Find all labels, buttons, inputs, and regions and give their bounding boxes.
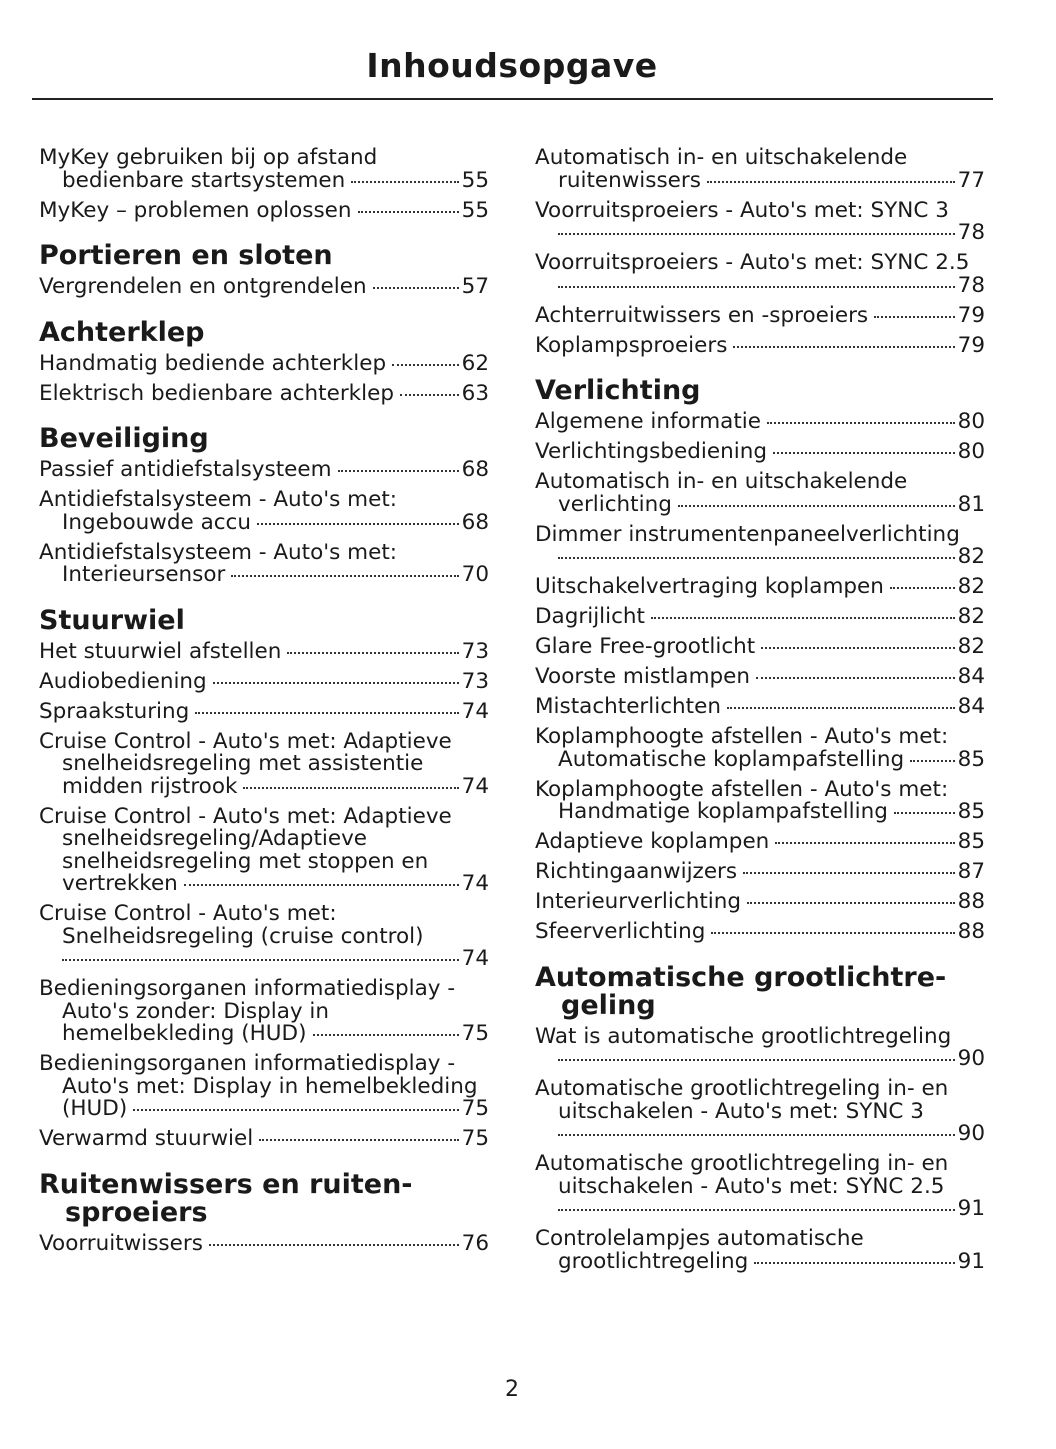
entry-title: Ingebouwde accu <box>62 509 252 535</box>
page-reference: 75 <box>461 1096 489 1121</box>
entry-line: Automatisch in- en uitschakelende <box>535 469 908 494</box>
entry-title: hemelbekleding (HUD) <box>62 1021 307 1046</box>
page-reference: 81 <box>957 491 985 517</box>
dot-leader <box>756 677 955 679</box>
entry-title: bedienbare startsystemen <box>62 167 346 193</box>
dot-leader <box>874 316 955 318</box>
toc-section <box>39 316 489 406</box>
toc-entry[interactable] <box>39 1230 489 1256</box>
entry-line: uitschakelen - Auto's met: SYNC 2.5 <box>558 1173 945 1199</box>
page-reference: 73 <box>461 638 489 664</box>
entry-title: Mistachterlichten <box>535 694 721 719</box>
entry-title: Dagrijlicht <box>535 604 645 629</box>
dot-leader <box>351 181 458 183</box>
entry-title: Voorruitwissers <box>39 1230 203 1256</box>
entry-title: Vergrendelen en ontgrendelen <box>39 274 367 299</box>
page-reference: 87 <box>957 859 985 884</box>
page-reference: 80 <box>957 409 985 434</box>
toc-entry[interactable] <box>535 441 985 464</box>
toc-entry[interactable] <box>39 489 489 534</box>
dot-leader <box>259 1139 458 1141</box>
entry-title: ruitenwissers <box>558 167 701 193</box>
toc-entry[interactable] <box>39 539 489 587</box>
page-reference: 68 <box>461 457 489 482</box>
toc-entry[interactable] <box>535 302 985 328</box>
toc-entry[interactable] <box>39 197 489 223</box>
dot-leader <box>184 884 459 886</box>
entry-title: Elektrisch bedienbare achterklep <box>39 380 394 406</box>
entry-line: Automatische grootlichtregeling in- en <box>535 1151 949 1176</box>
dot-leader <box>775 842 954 844</box>
dot-leader <box>338 470 459 472</box>
toc-entry[interactable] <box>39 350 489 376</box>
toc-entry[interactable] <box>535 1228 985 1273</box>
page-reference: 84 <box>957 664 985 689</box>
entry-title: Sfeerverlichting <box>535 919 706 944</box>
dot-leader <box>558 1209 955 1211</box>
entry-line: Koplamphoogte afstellen - Auto's met: <box>535 724 949 749</box>
entry-title: Algemene informatie <box>535 409 761 434</box>
section-heading: Automatische grootlichtre-geling <box>535 961 947 1021</box>
page-reference: 82 <box>957 574 985 599</box>
toc-entry[interactable] <box>535 861 985 884</box>
entry-title: Automatische koplampafstelling <box>558 746 905 772</box>
entry-line: Dimmer instrumentenpaneelverlichting <box>535 521 960 547</box>
dot-leader <box>558 1059 955 1061</box>
page-reference: 88 <box>957 889 985 914</box>
dot-leader <box>727 707 955 709</box>
entry-line: Bedieningsorganen informatiedisplay - <box>39 1051 456 1076</box>
dot-leader <box>195 712 458 714</box>
page-reference: 57 <box>461 274 489 299</box>
entry-line: Automatisch in- en uitschakelende <box>535 145 908 170</box>
entry-line: Automatische grootlichtregeling in- en <box>535 1076 949 1101</box>
dot-leader <box>894 812 955 814</box>
entry-title: MyKey – problemen oplossen <box>39 197 352 223</box>
dot-leader <box>754 1262 954 1264</box>
page-reference: 75 <box>461 1021 489 1046</box>
entry-title: Richtingaanwijzers <box>535 859 738 884</box>
dot-leader <box>558 233 955 235</box>
entry-line: Koplamphoogte afstellen - Auto's met: <box>535 776 949 802</box>
page-reference: 74 <box>461 773 489 799</box>
toc-entry[interactable] <box>39 903 489 971</box>
toc-entry[interactable] <box>39 638 489 664</box>
dot-leader <box>910 760 954 762</box>
page-reference: 73 <box>461 668 489 694</box>
toc-entry[interactable] <box>535 197 985 245</box>
section-heading: Achterklep <box>39 316 205 348</box>
entry-line: MyKey gebruiken bij op afstand <box>39 145 378 170</box>
toc-entry[interactable] <box>39 698 489 724</box>
dot-leader <box>558 557 955 559</box>
toc-entry[interactable] <box>535 776 985 824</box>
dot-leader <box>287 652 458 654</box>
toc-entry[interactable] <box>39 459 489 482</box>
entry-title: Handmatige koplampafstelling <box>558 799 888 824</box>
page-reference: 85 <box>957 829 985 854</box>
page-reference: 74 <box>461 946 489 971</box>
dot-leader <box>400 394 459 396</box>
page-reference: 82 <box>957 544 985 569</box>
page-reference: 77 <box>957 167 985 193</box>
page-reference: 55 <box>461 197 489 223</box>
entry-title: verlichting <box>558 491 672 517</box>
toc-entry[interactable] <box>535 831 985 854</box>
toc-entry[interactable] <box>535 147 985 192</box>
entry-title: Spraaksturing <box>39 698 190 724</box>
toc-entry[interactable] <box>39 147 489 192</box>
section-heading: Beveiliging <box>39 423 209 454</box>
toc-entry[interactable] <box>39 1053 489 1121</box>
toc-entry[interactable] <box>535 636 985 659</box>
toc-entry[interactable] <box>535 576 985 599</box>
toc-entry[interactable] <box>39 668 489 694</box>
entry-title: Koplampsproeiers <box>535 332 728 358</box>
entry-line: Cruise Control - Auto's met: <box>39 901 337 926</box>
entry-title: Passief antidiefstalsysteem <box>39 457 332 482</box>
dot-leader <box>747 902 955 904</box>
entry-title: Verwarmd stuurwiel <box>39 1126 254 1151</box>
entry-line: snelheidsregeling/Adaptieve <box>62 826 368 851</box>
page-reference: 74 <box>461 698 489 724</box>
entry-line: uitschakelen - Auto's met: SYNC 3 <box>558 1098 924 1124</box>
page-reference: 62 <box>461 350 489 376</box>
toc-entry[interactable] <box>535 666 985 689</box>
toc-section <box>39 147 489 222</box>
dot-leader <box>209 1244 459 1246</box>
entry-line: Voorruitsproeiers - Auto's met: SYNC 2.5 <box>535 250 970 275</box>
toc-entry[interactable] <box>39 276 489 299</box>
dot-leader <box>213 682 459 684</box>
page-reference: 68 <box>461 509 489 535</box>
toc-section <box>535 377 985 944</box>
toc-entry[interactable] <box>535 1023 985 1071</box>
page-reference: 85 <box>957 746 985 772</box>
toc-entry[interactable] <box>39 380 489 406</box>
dot-leader <box>558 286 955 288</box>
page-reference: 84 <box>957 694 985 719</box>
page-reference: 78 <box>957 220 985 245</box>
entry-line: Controlelampjes automatische <box>535 1226 864 1251</box>
dot-leader <box>761 647 954 649</box>
entry-title: Voorste mistlampen <box>535 664 751 689</box>
toc-section <box>535 961 985 1274</box>
dot-leader <box>651 617 955 619</box>
toc-section <box>39 425 489 587</box>
dot-leader <box>313 1034 459 1036</box>
entry-title: Handmatig bediende achterklep <box>39 350 387 376</box>
toc-entry[interactable] <box>535 606 985 629</box>
dot-leader <box>711 932 954 934</box>
dot-leader <box>243 787 458 789</box>
toc-entry[interactable] <box>535 726 985 771</box>
page-reference: 74 <box>461 871 489 896</box>
toc-entry[interactable] <box>39 1128 489 1151</box>
entry-title: grootlichtregeling <box>558 1248 749 1274</box>
entry-line: Snelheidsregeling (cruise control) <box>62 923 424 949</box>
dot-leader <box>558 1134 955 1136</box>
entry-line: Auto's zonder: Display in <box>62 998 330 1024</box>
section-heading: Stuurwiel <box>39 604 185 636</box>
toc-right-column <box>535 147 985 1293</box>
title-divider <box>32 98 993 100</box>
entry-title: Glare Free-grootlicht <box>535 634 756 659</box>
dot-leader <box>392 364 459 366</box>
page-reference: 88 <box>957 919 985 944</box>
entry-title: vertrekken <box>62 871 178 896</box>
toc-left-column <box>39 147 489 1275</box>
toc-section <box>39 1168 489 1256</box>
toc-entry[interactable] <box>535 521 985 569</box>
dot-leader <box>890 587 955 589</box>
entry-title: Interieursensor <box>62 562 226 587</box>
entry-title: Het stuurwiel afstellen <box>39 638 282 664</box>
entry-line: snelheidsregeling met stoppen en <box>62 848 429 874</box>
toc-entry[interactable] <box>535 471 985 516</box>
dot-leader <box>257 523 459 525</box>
toc-entry[interactable] <box>535 411 985 434</box>
entry-title: Achterruitwissers en -sproeiers <box>535 302 869 328</box>
entry-title: Interieurverlichting <box>535 889 741 914</box>
entry-line: Cruise Control - Auto's met: Adaptieve <box>39 728 452 754</box>
entry-title: (HUD) <box>62 1096 128 1121</box>
dot-leader <box>358 211 459 213</box>
toc-entry[interactable] <box>535 696 985 719</box>
page-title: Inhoudsopgave <box>366 46 658 85</box>
page-reference: 75 <box>461 1126 489 1151</box>
entry-line: Cruise Control - Auto's met: Adaptieve <box>39 803 452 829</box>
page-reference: 70 <box>461 562 489 587</box>
toc-section <box>39 242 489 299</box>
entry-title: Uitschakelvertraging koplampen <box>535 574 884 599</box>
toc-entry[interactable] <box>535 921 985 944</box>
toc-entry[interactable] <box>535 891 985 914</box>
page-reference: 82 <box>957 604 985 629</box>
toc-entry[interactable] <box>39 803 489 896</box>
entry-line: Antidiefstalsysteem - Auto's met: <box>39 539 398 565</box>
entry-line: Voorruitsproeiers - Auto's met: SYNC 3 <box>535 197 949 223</box>
page-reference: 63 <box>461 380 489 406</box>
section-heading: Portieren en sloten <box>39 240 333 271</box>
entry-title: Verlichtingsbediening <box>535 439 767 464</box>
dot-leader <box>743 872 955 874</box>
dot-leader <box>133 1109 458 1111</box>
toc-entry[interactable] <box>39 728 489 799</box>
toc-entry[interactable] <box>39 978 489 1046</box>
entry-line: snelheidsregeling met assistentie <box>62 751 424 776</box>
dot-leader <box>373 287 459 289</box>
entry-title: Audiobediening <box>39 668 207 694</box>
page-reference: 91 <box>957 1248 985 1274</box>
toc-entry[interactable] <box>535 252 985 297</box>
entry-line: Auto's met: Display in hemelbekleding <box>62 1073 478 1099</box>
entry-line: Bedieningsorganen informatiedisplay - <box>39 976 456 1001</box>
dot-leader <box>62 959 459 961</box>
page-reference: 80 <box>957 439 985 464</box>
dot-leader <box>231 575 458 577</box>
page-reference: 79 <box>957 302 985 328</box>
page-reference: 55 <box>461 167 489 193</box>
section-heading: Verlichting <box>535 375 701 406</box>
toc-entry[interactable] <box>535 1153 985 1221</box>
dot-leader <box>773 452 955 454</box>
toc-entry[interactable] <box>535 332 985 358</box>
dot-leader <box>707 181 955 183</box>
dot-leader <box>678 505 955 507</box>
section-heading: Ruitenwissers en ruiten-sproeiers <box>39 1168 413 1228</box>
page-reference: 90 <box>957 1121 985 1146</box>
dot-leader <box>733 346 954 348</box>
page-reference: 90 <box>957 1046 985 1071</box>
entry-line: Antidiefstalsysteem - Auto's met: <box>39 487 398 512</box>
entry-title: Adaptieve koplampen <box>535 829 770 854</box>
page-reference: 76 <box>461 1230 489 1256</box>
page-reference: 82 <box>957 634 985 659</box>
entry-line: Wat is automatische grootlichtregeling <box>535 1023 952 1049</box>
page-reference: 79 <box>957 332 985 358</box>
toc-entry[interactable] <box>535 1078 985 1146</box>
entry-title: midden rijstrook <box>62 773 238 799</box>
toc-section <box>39 604 489 1151</box>
page-number: 2 <box>505 1377 519 1402</box>
page-reference: 78 <box>957 272 985 298</box>
dot-leader <box>767 422 955 424</box>
toc-section <box>535 147 985 357</box>
page-reference: 85 <box>957 799 985 824</box>
page-reference: 91 <box>957 1196 985 1221</box>
